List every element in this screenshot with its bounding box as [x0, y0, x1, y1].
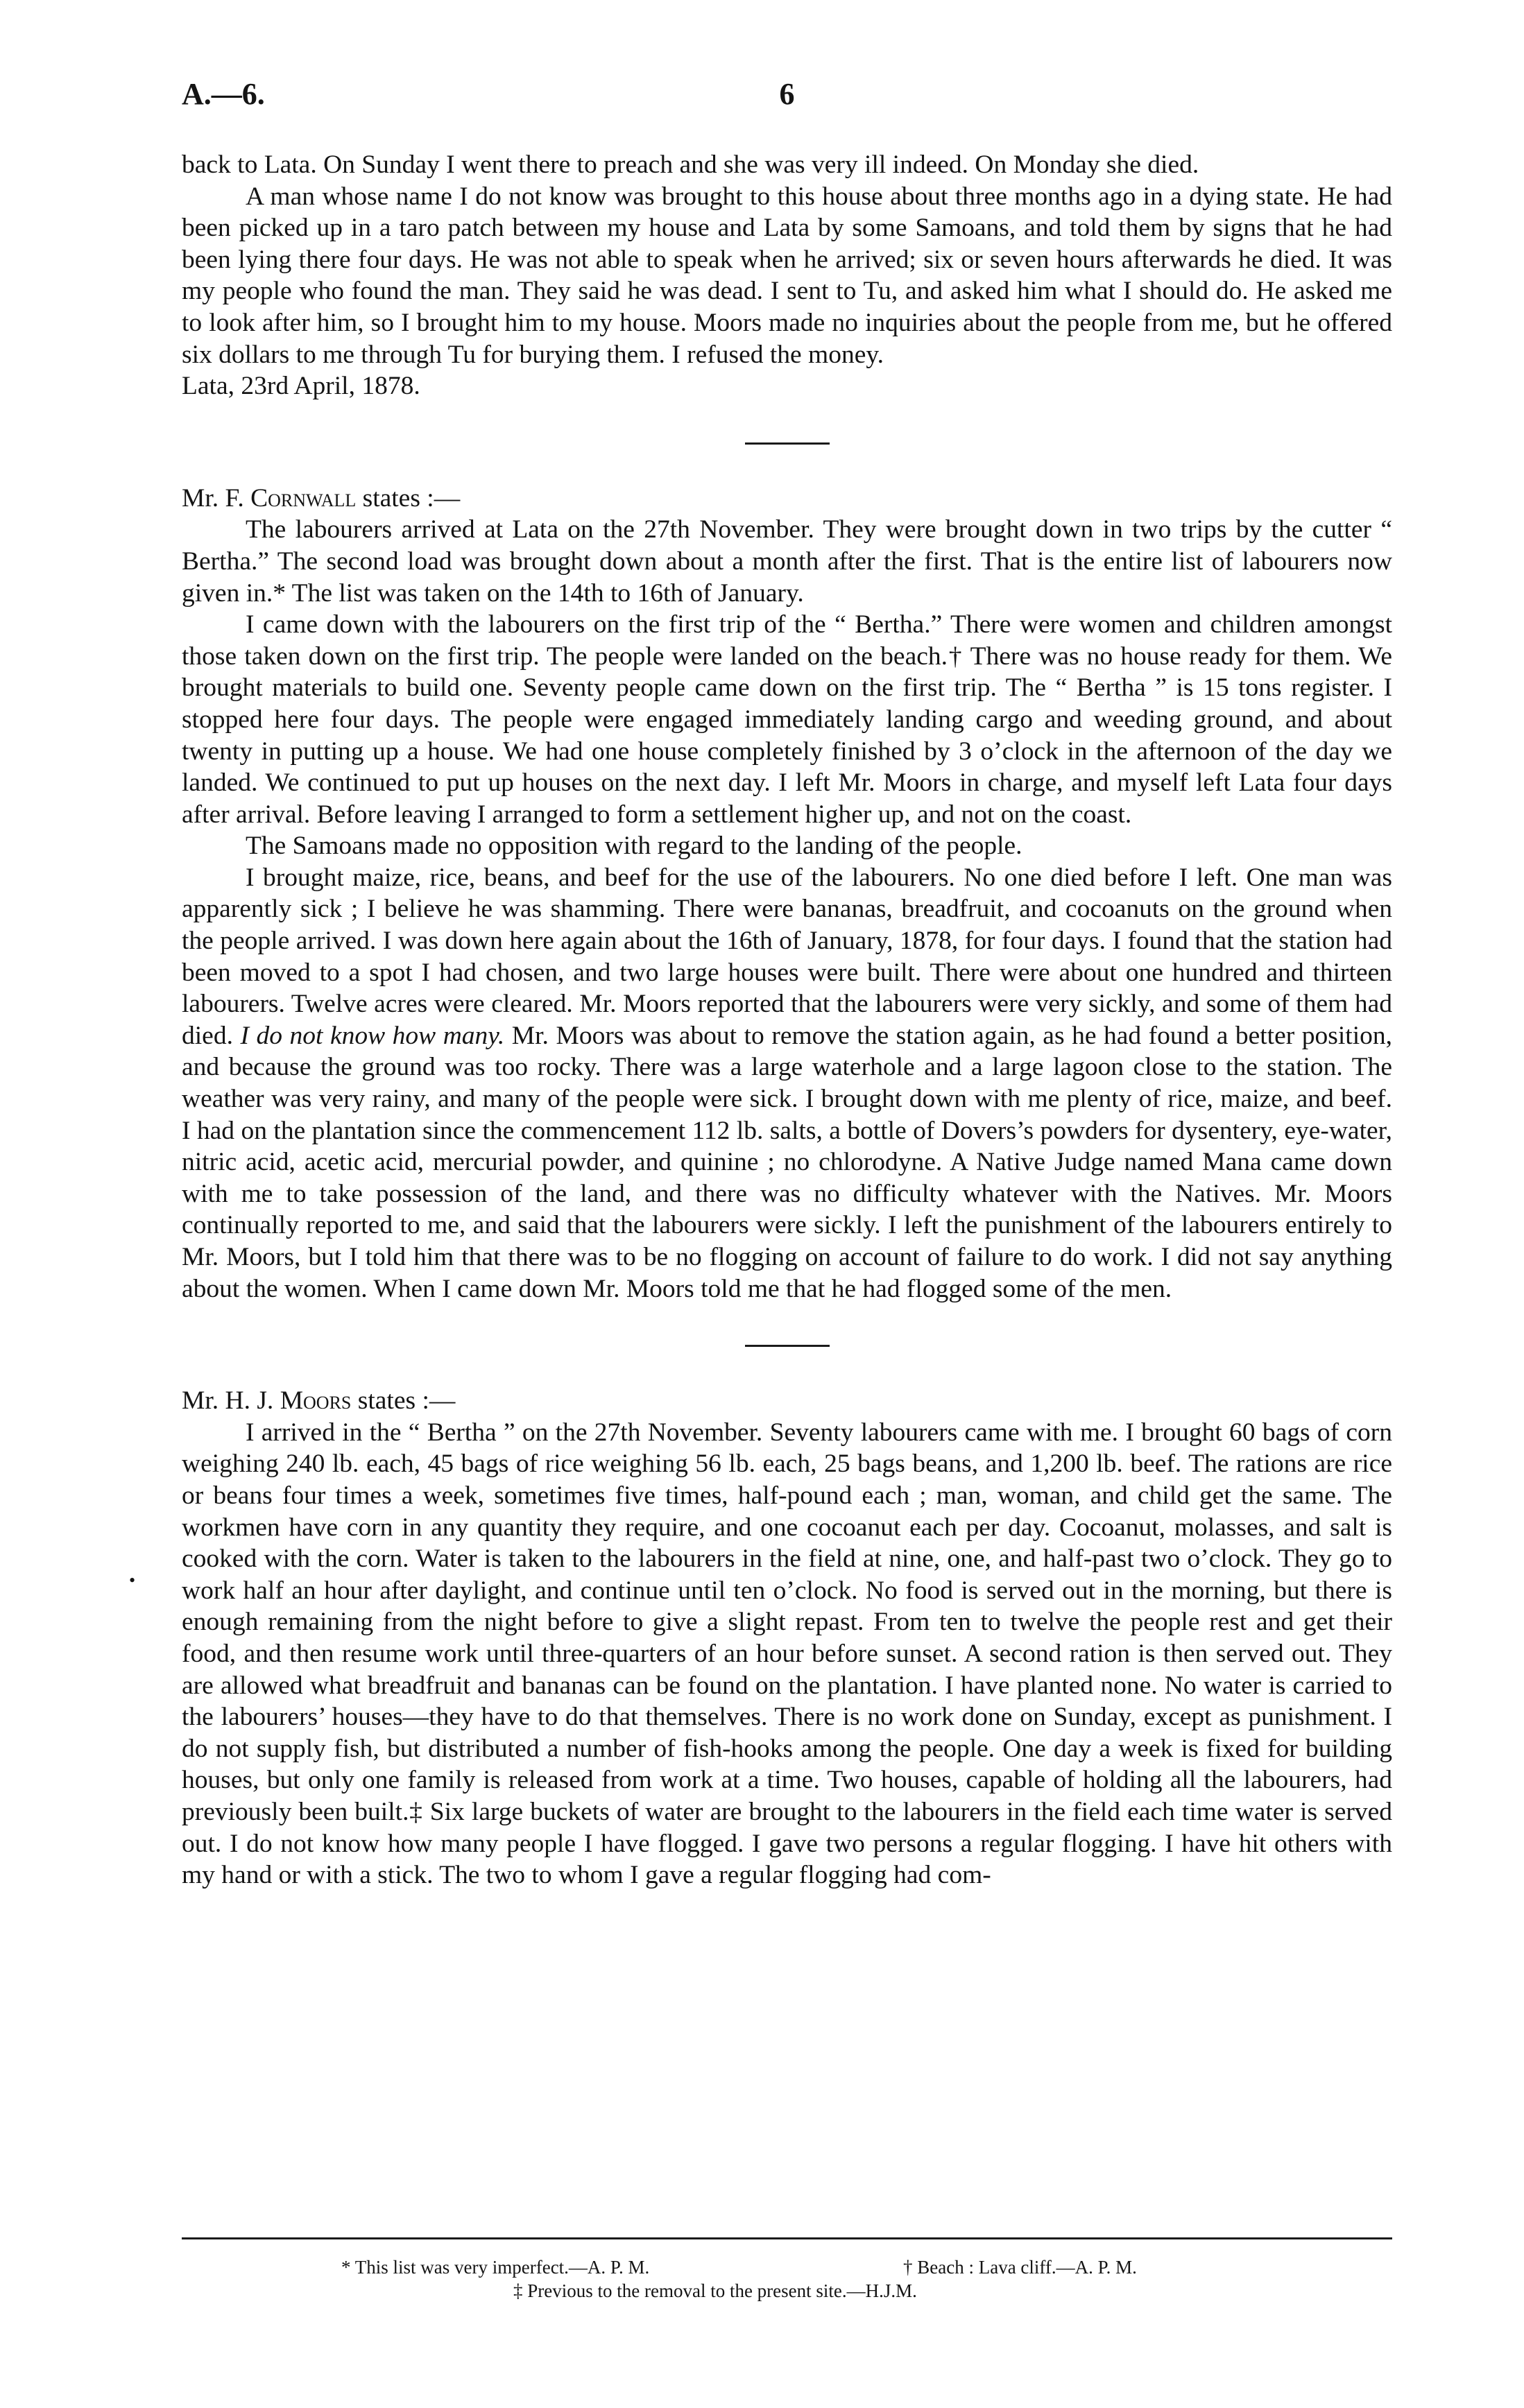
- footnote-rule: [182, 2237, 1392, 2239]
- paragraph: I arrived in the “ Bertha ” on the 27th November. Seventy labourers came with me. I brought 60 bags of corn weighing 240 lb. each, 45 bags of rice weighing 56 lb. each, 25 bags beans, and 1,200 lb. beef. The rations are rice or beans four times a week, sometimes five times, half-pound each ; man, woman, and child get the same. The workmen have corn in any quantity they require, and one cocoanut each per day. Cocoanut, molasses, and salt is cooked with the corn. Water is taken to the labourers in the field at nine, one, and half-past two o’clock. They go to work half an hour after daylight, and continue until ten o’clock. No food is served out in the morning, but there is enough remaining from the night before to give a slight repast. From ten to twelve the people rest and get their food, and then resume work until three-quarters of an hour before sunset. A second ration is then served out. They are allowed what breadfruit and bananas can be found on the plantation. I have planted none. No water is carried to the labourers’ houses—they have to do that themselves. There is no work done on Sunday, except as punishment. I do not supply fish, but distributed a number of fish-hooks among the people. One day a week is fixed for building houses, but only one family is released from work at a time. Two houses, capable of holding all the labourers, had previously been built.‡ Six large buckets of water are brought to the labourers in the field each time water is served out. I do not know how many people I have flogged. I gave two persons a regular flogging. I have hit others with my hand or with a stick. The two to whom I gave a regular flogging had com-: [182, 1418, 1393, 1890]
- page-header: [182, 76, 1392, 118]
- footnote-ref-dagger: †: [947, 642, 964, 671]
- speaker-heading-cornwall: Mr. F. Cornwall states :—: [182, 483, 461, 513]
- document-reference: A.—6.: [182, 77, 265, 111]
- paragraph: A man whose name I do not know was brought to this house about three months ago in a dying state. He had been picked up in a taro patch between my house and Lata by some Samoans, and told them by signs that he had been lying there four days. He was not able to speak when he arrived; six or seven hours afterwards he died. It was my people who found the man. They said he was dead. I sent to Tu, and asked him what I should do. He asked me to look after him, so I brought him to my house. Moors made no inquiries about the people from me, but he offered six dollars to me through Tu for burying them. I refused the money.: [182, 182, 1392, 369]
- section-divider: [745, 1345, 830, 1347]
- margin-bullet-mark: •: [129, 1570, 136, 1590]
- footnote-star: * This list was very imperfect.—A. P. M.: [341, 2257, 650, 2278]
- footnote-dagger: † Beach : Lava cliff.—A. P. M.: [903, 2257, 1137, 2278]
- page-number: 6: [779, 77, 795, 111]
- italic-remark: I do not know how many.: [240, 1021, 505, 1050]
- body-text: [182, 149, 1392, 1891]
- section-divider: [745, 442, 830, 445]
- dateline: Lata, 23rd April, 1878.: [182, 372, 420, 401]
- footnote-double-dagger: ‡ Previous to the removal to the present site.—H.J.M.: [513, 2280, 917, 2301]
- paragraph: The Samoans made no opposition with regard to the landing of the people.: [246, 832, 1022, 861]
- footnote-ref-double-dagger: ‡: [409, 1797, 423, 1826]
- paragraph: I came down with the labourers on the first trip of the “ Bertha.” There were women and children amongst those taken down on the first trip. The people were landed on the beach.† There was no house ready for them. We brought materials to build one. Seventy people came down on the first trip. The “ Bertha ” is 15 tons register. I stopped here four days. The people were engaged immediately landing cargo and weeding ground, and about twenty in putting up a house. We had one house completely finished by 3 o’clock in the afternoon of the day we landed. We continued to put up houses on the next day. I left Mr. Moors in charge, and myself left Lata four days after arrival. Before leaving I arranged to form a settlement higher up, and not on the coast.: [182, 610, 1392, 829]
- paragraph: The labourers arrived at Lata on the 27th November. They were brought down in two trips by the cutter “ Bertha.” The second load was brought down about a month after the first. That is the entire list of labourers now given in.* The list was taken on the 14th to 16th of January.: [182, 515, 1392, 608]
- paragraph: I brought maize, rice, beans, and beef for the use of the labourers. No one died before I left. One man was apparently sick ; I believe he was shamming. There were bananas, breadfruit, and cocoanuts on the ground when the people arrived. I was down here again about the 16th of January, 1878, for four days. I found that the station had been moved to a spot I had chosen, and two large houses were built. There were about one hundred and thirteen labourers. Twelve acres were cleared. Mr. Moors reported that the labourers were very sickly, and some of them had died. I do not know how many. Mr. Moors was about to remove the station again, as he had found a better position, and because the ground was too rocky. There was a large waterhole and a large lagoon close to the station. The weather was very rainy, and many of the people were sick. I brought down with me plenty of rice, maize, and beef. I had on the plantation since the commencement 112 lb. salts, a bottle of Dovers’s powders for dysentery, eye-water, nitric acid, acetic acid, mercurial powder, and quinine ; no chlorodyne. A Native Judge named Mana came down with me to take possession of the land, and there was no difficulty whatever with the Natives. Mr. Moors continually reported to me, and said that the labourers were sickly. I left the punishment of the labourers entirely to Mr. Moors, but I told him that there was to be no flogging on account of failure to do work. I did not say anything about the women. When I came down Mr. Moors told me that he had flogged some of the men.: [182, 863, 1392, 1303]
- speaker-heading-moors: Mr. H. J. Moors states :—: [182, 1386, 456, 1416]
- footnotes: [182, 2255, 1392, 2303]
- paragraph-continuation: back to Lata. On Sunday I went there to preach and she was very ill indeed. On Monday she died.: [182, 150, 1199, 179]
- footnote-ref-star: *: [273, 578, 286, 608]
